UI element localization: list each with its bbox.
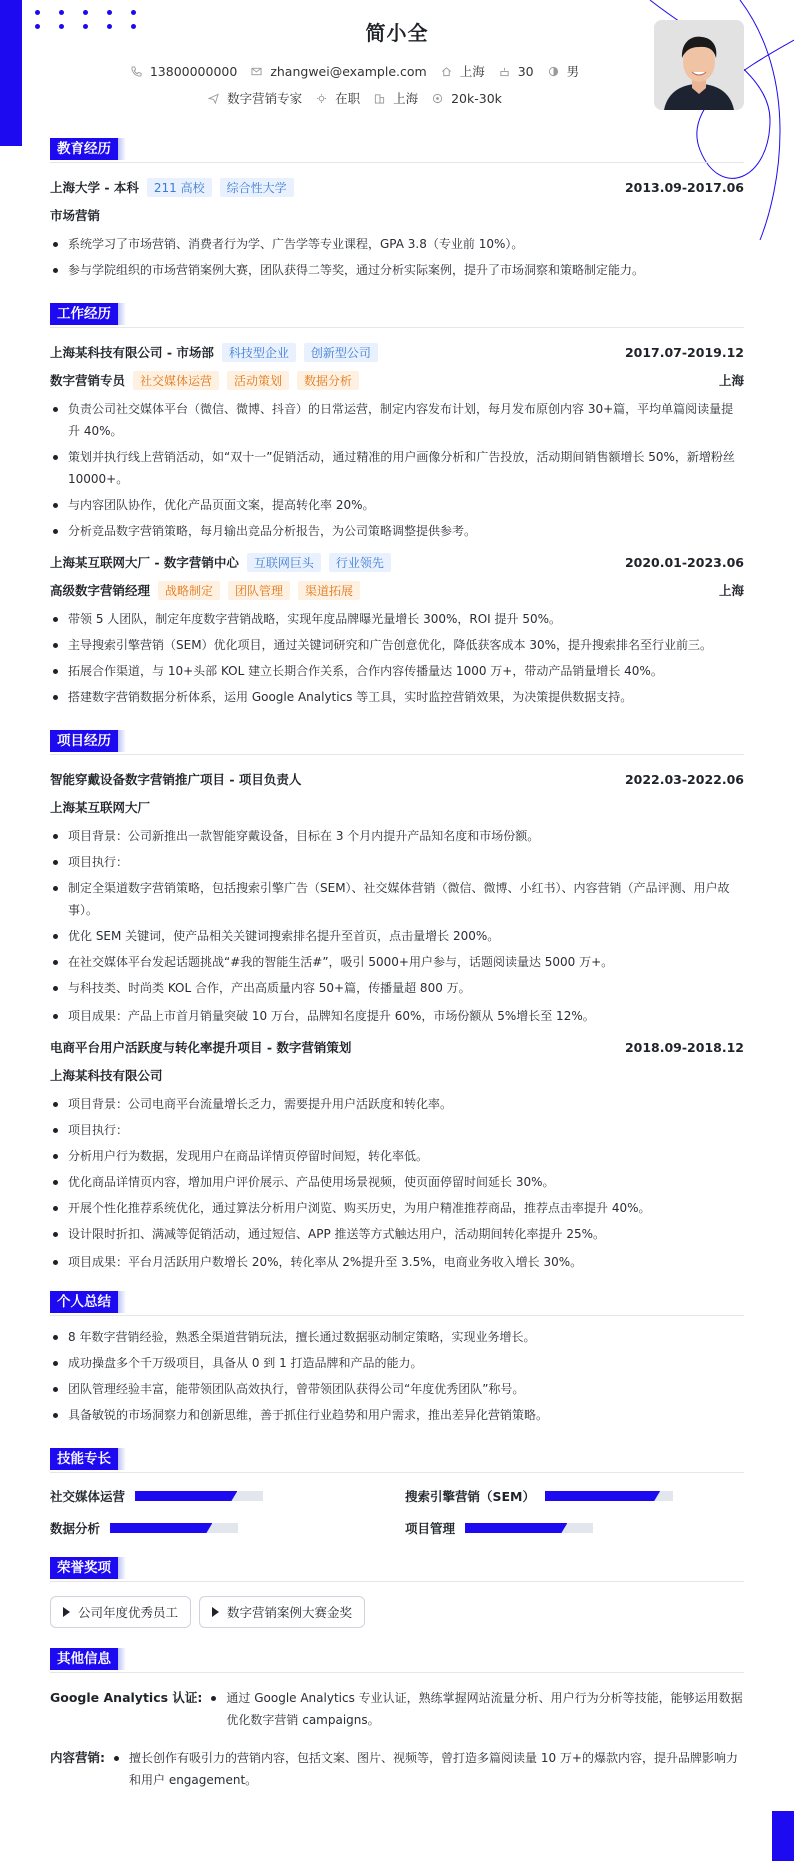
work-period: 2017.07-2019.12 bbox=[624, 344, 744, 360]
award-label: 公司年度优秀员工 bbox=[78, 1605, 179, 1620]
section-header bbox=[50, 138, 744, 163]
education-head bbox=[50, 177, 744, 197]
project-org: 上海某科技有限公司 bbox=[50, 1068, 163, 1083]
phone-text: 13800000000 bbox=[149, 63, 238, 79]
section-header bbox=[50, 1557, 744, 1582]
skill-bar-fill bbox=[465, 1523, 567, 1533]
gender-icon bbox=[548, 66, 559, 77]
age-item bbox=[499, 64, 534, 79]
city-item bbox=[441, 62, 485, 80]
work-entry bbox=[50, 342, 744, 542]
list-item: 擅长创作有吸引力的营销内容，包括文案、图片、视频等，曾打造多篇阅读量 10 万+的爆款内容，提升品牌影响力和用户 engagement。 bbox=[111, 1747, 744, 1791]
list-item: 成功操盘多个千万级项目，具备从 0 到 1 打造品牌和产品的能力。 bbox=[50, 1352, 744, 1374]
summary-bullets bbox=[50, 1326, 744, 1426]
city-text: 上海 bbox=[459, 64, 485, 79]
list-item: 拓展合作渠道，与 10+头部 KOL 建立长期合作关系，合作内容传播量达 1000 万+，带动产品销量增长 40%。 bbox=[50, 660, 744, 682]
resume-header bbox=[50, 0, 744, 110]
send-icon bbox=[208, 93, 219, 104]
list-item: 开展个性化推荐系统优化，通过算法分析用户浏览、购买历史，为用户精准推荐商品，推荐点击率提升 40%。 bbox=[50, 1197, 744, 1219]
other-list bbox=[50, 1687, 744, 1795]
cake-icon bbox=[499, 66, 510, 77]
list-item: 项目执行： bbox=[50, 1119, 744, 1141]
list-item: 负责公司社交媒体平台（微信、微博、抖音）的日常运营，制定内容发布计划，每月发布原创内容 30+篇，平均单篇阅读量提升 40%。 bbox=[50, 398, 744, 442]
education-period: 2013.09-2017.06 bbox=[624, 179, 744, 195]
role-tag: 团队管理 bbox=[228, 581, 290, 600]
skill-name: 搜索引擎营销（SEM） bbox=[405, 1489, 535, 1504]
skill-bar bbox=[545, 1491, 673, 1501]
education-entry bbox=[50, 177, 744, 281]
project-org-row bbox=[50, 797, 744, 817]
age-text: 30 bbox=[517, 63, 534, 79]
list-item: 团队管理经验丰富，能带领团队高效执行，曾带领团队获得公司“年度优秀团队”称号。 bbox=[50, 1378, 744, 1400]
skill-bar bbox=[135, 1491, 263, 1501]
skill-item bbox=[405, 1487, 744, 1505]
role-name: 高级数字营销经理 bbox=[50, 583, 151, 598]
list-item: 策划并执行线上营销活动，如“双十一”促销活动，通过精准的用户画像分析和广告投放，活动期间销售额增长 50%，新增粉丝 10000+。 bbox=[50, 446, 744, 490]
project-org: 上海某互联网大厂 bbox=[50, 800, 151, 815]
target-city-item bbox=[374, 89, 418, 107]
work-bullets bbox=[50, 608, 744, 708]
project-entry bbox=[50, 1037, 744, 1273]
awards-list bbox=[50, 1596, 744, 1628]
summary-title: 个人总结 bbox=[50, 1291, 118, 1313]
work-section bbox=[50, 303, 744, 708]
email-text: zhangwei@example.com bbox=[270, 63, 427, 79]
section-header bbox=[50, 1648, 744, 1673]
skills-title: 技能专长 bbox=[50, 1448, 118, 1470]
company-tag: 互联网巨头 bbox=[247, 553, 321, 572]
other-item bbox=[50, 1747, 744, 1795]
section-header bbox=[50, 303, 744, 328]
skill-name: 项目管理 bbox=[405, 1521, 456, 1536]
section-header bbox=[50, 1291, 744, 1316]
status-item bbox=[316, 89, 360, 107]
status-text: 在职 bbox=[335, 91, 361, 106]
skills-section bbox=[50, 1448, 744, 1537]
work-head bbox=[50, 552, 744, 572]
home-icon bbox=[441, 66, 452, 77]
skill-bar-fill bbox=[545, 1491, 660, 1501]
work-entry bbox=[50, 552, 744, 708]
job-title-item bbox=[208, 89, 302, 107]
other-section bbox=[50, 1648, 744, 1795]
project-entry bbox=[50, 769, 744, 1027]
list-item: 分析竞品数字营销策略，每月输出竞品分析报告，为公司策略调整提供参考。 bbox=[50, 520, 744, 542]
list-item: 与内容团队协作，优化产品页面文案，提高转化率 20%。 bbox=[50, 494, 744, 516]
phone-item bbox=[131, 64, 237, 79]
resume-page bbox=[50, 0, 744, 1807]
list-item: 搭建数字营销数据分析体系，运用 Google Analytics 等工具，实时监控营销效果，为决策提供数据支持。 bbox=[50, 686, 744, 708]
list-item: 与科技类、时尚类 KOL 合作，产出高质量内容 50+篇，传播量超 800 万。 bbox=[50, 977, 744, 999]
awards-title: 荣誉奖项 bbox=[50, 1557, 118, 1579]
company-name: 上海某科技有限公司 - 市场部 bbox=[50, 345, 214, 360]
list-item: 项目背景：公司新推出一款智能穿戴设备，目标在 3 个月内提升产品知名度和市场份额。 bbox=[50, 825, 744, 847]
work-location: 上海 bbox=[718, 583, 744, 598]
major-name: 市场营销 bbox=[50, 208, 101, 223]
candidate-name: 简小全 bbox=[365, 21, 429, 45]
avatar-portrait bbox=[654, 20, 744, 110]
target-city-text: 上海 bbox=[393, 91, 419, 106]
education-section bbox=[50, 138, 744, 281]
avatar bbox=[654, 20, 744, 110]
email-icon bbox=[251, 66, 262, 77]
project-title: 智能穿戴设备数字营销推广项目 - 项目负责人 bbox=[50, 772, 302, 787]
section-header bbox=[50, 1448, 744, 1473]
skill-item bbox=[50, 1519, 405, 1537]
awards-section bbox=[50, 1557, 744, 1628]
skill-bar bbox=[110, 1523, 238, 1533]
list-item: 通过 Google Analytics 专业认证，熟练掌握网站流量分析、用户行为分析等技能，能够运用数据优化数字营销 campaigns。 bbox=[208, 1687, 744, 1731]
list-item: 优化 SEM 关键词，使产品相关关键词搜索排名提升至首页，点击量增长 200%。 bbox=[50, 925, 744, 947]
project-head bbox=[50, 769, 744, 789]
project-period: 2022.03-2022.06 bbox=[624, 771, 744, 787]
phone-icon bbox=[131, 66, 142, 77]
project-head bbox=[50, 1037, 744, 1057]
skill-bar bbox=[465, 1523, 593, 1533]
list-item: 在社交媒体平台发起话题挑战“#我的智能生活#”，吸引 5000+用户参与，话题阅读量达 5000 万+。 bbox=[50, 951, 744, 973]
skill-name: 数据分析 bbox=[50, 1521, 101, 1536]
role-tag: 渠道拓展 bbox=[298, 581, 360, 600]
other-key: Google Analytics 认证: bbox=[50, 1690, 203, 1705]
school-tag: 211 高校 bbox=[147, 178, 212, 197]
list-item: 主导搜索引擎营销（SEM）优化项目，通过关键词研究和广告创意优化，降低获客成本 30%，提升搜索排名至行业前三。 bbox=[50, 634, 744, 656]
play-icon bbox=[63, 1607, 70, 1617]
list-item: 参与学院组织的市场营销案例大赛，团队获得二等奖，通过分析实际案例，提升了市场洞察和策略制定能力。 bbox=[50, 259, 744, 281]
role-tag: 战略制定 bbox=[158, 581, 220, 600]
education-bullets bbox=[50, 233, 744, 281]
other-key: 内容营销: bbox=[50, 1750, 105, 1765]
role-tag: 数据分析 bbox=[297, 371, 359, 390]
list-item: 项目执行： bbox=[50, 851, 744, 873]
project-title: 电商平台用户活跃度与转化率提升项目 - 数字营销策划 bbox=[50, 1040, 352, 1055]
work-period: 2020.01-2023.06 bbox=[624, 554, 744, 570]
work-bullets bbox=[50, 398, 744, 542]
job-intent-row bbox=[50, 89, 660, 107]
projects-title: 项目经历 bbox=[50, 730, 118, 752]
role-row bbox=[50, 370, 744, 390]
list-item: 优化商品详情页内容，增加用户评价展示、产品使用场景视频，使页面停留时间延长 30%。 bbox=[50, 1171, 744, 1193]
skill-bar-fill bbox=[110, 1523, 212, 1533]
skill-item bbox=[50, 1487, 405, 1505]
building-icon bbox=[374, 93, 385, 104]
list-item: 8 年数字营销经验，熟悉全渠道营销玩法，擅长通过数据驱动制定策略，实现业务增长。 bbox=[50, 1326, 744, 1348]
list-item: 具备敏锐的市场洞察力和创新思维，善于抓住行业趋势和用户需求，推出差异化营销策略。 bbox=[50, 1404, 744, 1426]
list-item: 项目成果：产品上市首月销量突破 10 万台，品牌知名度提升 60%，市场份额从 5%增长至 12%。 bbox=[50, 1005, 744, 1027]
section-header bbox=[50, 730, 744, 755]
company-tag: 创新型公司 bbox=[304, 343, 378, 362]
role-name: 数字营销专员 bbox=[50, 373, 126, 388]
work-head bbox=[50, 342, 744, 362]
play-icon bbox=[212, 1607, 219, 1617]
role-tag: 活动策划 bbox=[227, 371, 289, 390]
education-title: 教育经历 bbox=[50, 138, 118, 160]
company-tag: 行业领先 bbox=[329, 553, 391, 572]
list-item: 项目成果：平台月活跃用户数增长 20%，转化率从 2%提升至 3.5%，电商业务收入增长 30%。 bbox=[50, 1251, 744, 1273]
project-bullets bbox=[50, 825, 744, 1027]
list-item: 项目背景：公司电商平台流量增长乏力，需要提升用户活跃度和转化率。 bbox=[50, 1093, 744, 1115]
coin-icon bbox=[432, 93, 443, 104]
status-icon bbox=[316, 93, 327, 104]
list-item: 制定全渠道数字营销策略，包括搜索引擎广告（SEM）、社交媒体营销（微信、微博、小红书）、内容营销（产品评测、用户故事）。 bbox=[50, 877, 744, 921]
skill-name: 社交媒体运营 bbox=[50, 1489, 126, 1504]
gender-text: 男 bbox=[566, 64, 580, 79]
major-row bbox=[50, 205, 744, 225]
projects-section bbox=[50, 730, 744, 1273]
left-accent-bar bbox=[0, 0, 22, 146]
award-chip bbox=[199, 1596, 365, 1628]
work-location: 上海 bbox=[718, 373, 744, 388]
work-title: 工作经历 bbox=[50, 303, 118, 325]
school-name: 上海大学 - 本科 bbox=[50, 180, 139, 195]
list-item: 带领 5 人团队，制定年度数字营销战略，实现年度品牌曝光量增长 300%，ROI 提升 50%。 bbox=[50, 608, 744, 630]
salary-text: 20k-30k bbox=[451, 90, 502, 106]
school-tag: 综合性大学 bbox=[220, 178, 294, 197]
company-tag: 科技型企业 bbox=[222, 343, 296, 362]
list-item: 系统学习了市场营销、消费者行为学、广告学等专业课程，GPA 3.8（专业前 10%）。 bbox=[50, 233, 744, 255]
list-item: 分析用户行为数据，发现用户在商品详情页停留时间短，转化率低。 bbox=[50, 1145, 744, 1167]
contact-row bbox=[50, 62, 660, 80]
right-accent-bar bbox=[772, 1811, 794, 1861]
project-org-row bbox=[50, 1065, 744, 1085]
award-chip bbox=[50, 1596, 191, 1628]
role-tag: 社交媒体运营 bbox=[133, 371, 219, 390]
company-name: 上海某互联网大厂 - 数字营销中心 bbox=[50, 555, 239, 570]
role-row bbox=[50, 580, 744, 600]
skill-bar-fill bbox=[135, 1491, 237, 1501]
skills-grid bbox=[50, 1487, 744, 1537]
award-label: 数字营销案例大赛金奖 bbox=[227, 1605, 353, 1620]
gender-item bbox=[548, 62, 580, 80]
project-bullets bbox=[50, 1093, 744, 1273]
job-title-text: 数字营销专家 bbox=[227, 91, 303, 106]
skill-item bbox=[405, 1519, 744, 1537]
summary-section bbox=[50, 1291, 744, 1426]
project-period: 2018.09-2018.12 bbox=[624, 1039, 744, 1055]
other-item bbox=[50, 1687, 744, 1735]
other-title: 其他信息 bbox=[50, 1648, 118, 1670]
salary-item bbox=[432, 91, 502, 106]
list-item: 设计限时折扣、满减等促销活动，通过短信、APP 推送等方式触达用户，活动期间转化率提升 25%。 bbox=[50, 1223, 744, 1245]
email-item bbox=[251, 64, 426, 79]
